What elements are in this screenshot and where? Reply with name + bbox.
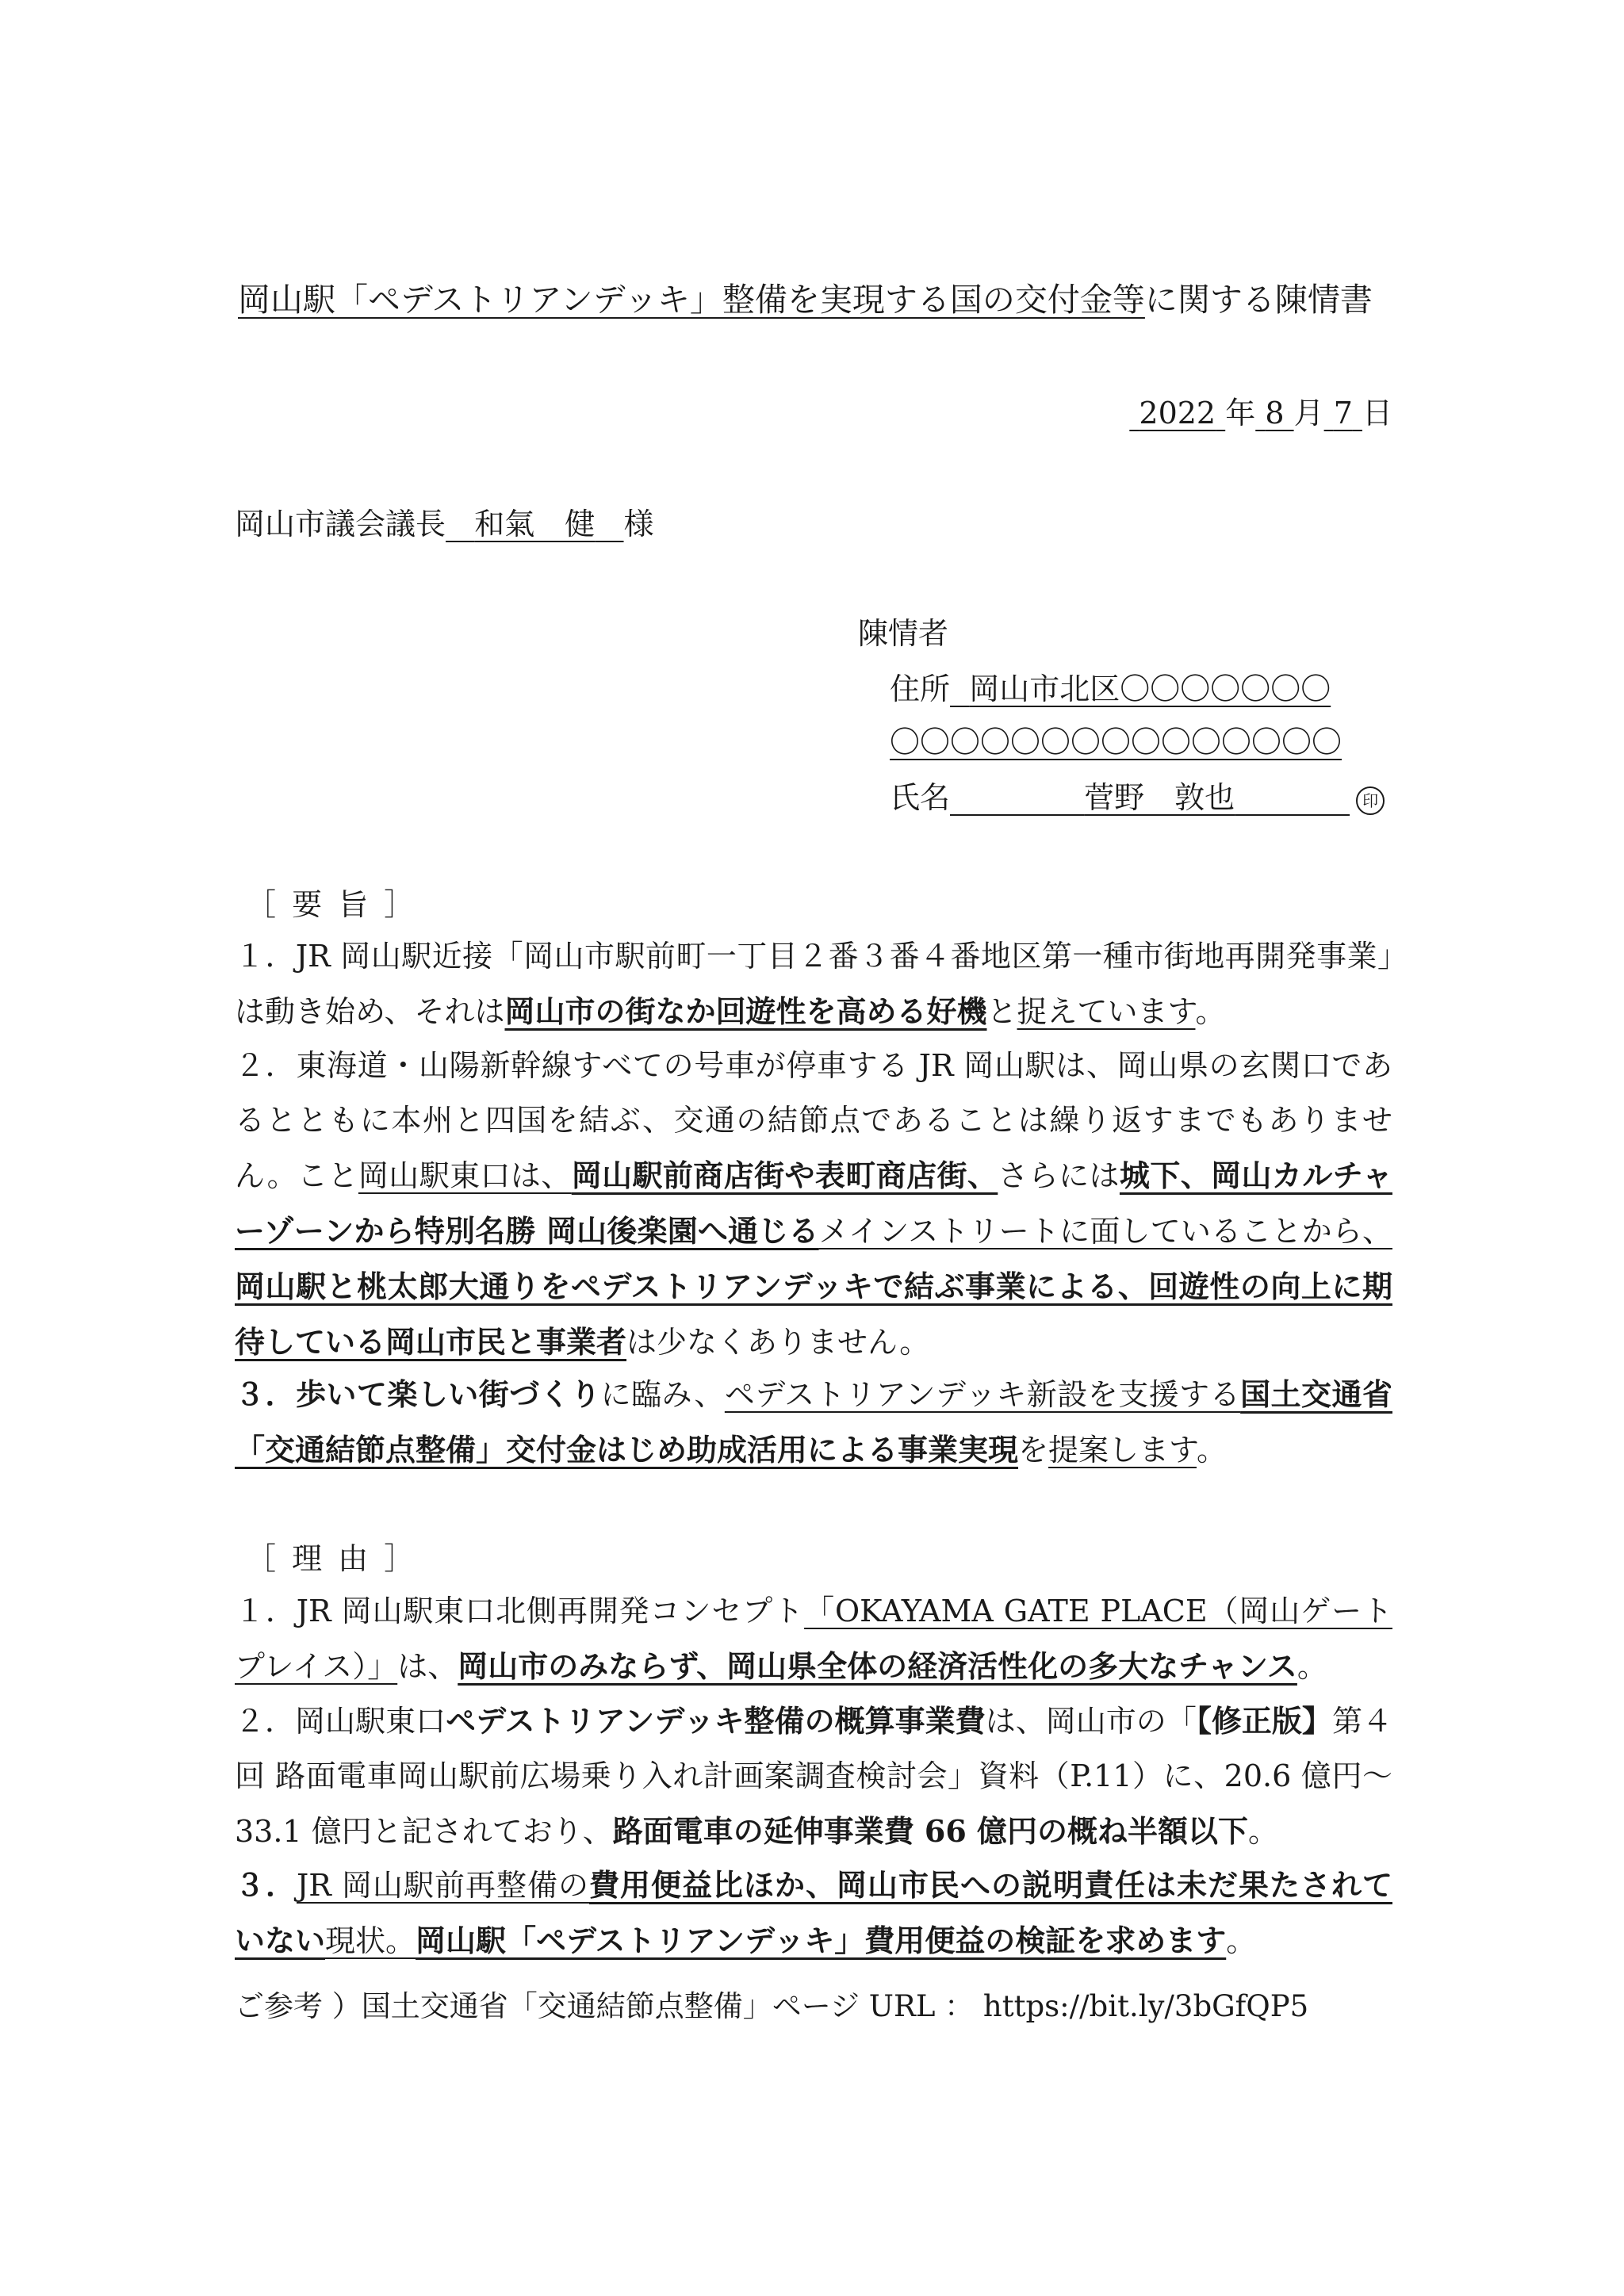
address-label: 住所 bbox=[890, 672, 951, 706]
seal-mark: 印 bbox=[1356, 786, 1385, 815]
petitioner-name-row bbox=[890, 773, 1385, 817]
date-year: 2022 bbox=[1139, 396, 1216, 430]
addressee-prefix: 岡山市議会議長 bbox=[235, 507, 446, 541]
reasons-paragraph-2: ２．岡山駅東口ペデストリアンデッキ整備の概算事業費は、岡山市の「【修正版】第４回 路面電車岡山駅前広場乗り入れ計画案調査検討会」資料（P.11）に、20.6 億円～33.1 億円と記されており、路面電車の延伸事業費 66 億円の概ね半額以下。 bbox=[235, 1703, 1392, 1849]
summary-paragraph-1: １．JR 岡山駅近接「岡山市駅前町一丁目２番３番４番地区第一種市街地再開発事業」は動き始め、それは岡山市の街なか回遊性を高める好機と捉えています。 bbox=[235, 939, 1392, 1029]
summary-heading: ［ 要 旨 ］ bbox=[246, 887, 418, 922]
petitioner-label: 陳情者 bbox=[858, 616, 949, 651]
reasons-paragraph-1: １．JR 岡山駅東口北側再開発コンセプト「OKAYAMA GATE PLACE（岡山ゲートプレイス）」は、岡山市のみならず、岡山県全体の経済活性化の多大なチャンス。 bbox=[235, 1594, 1392, 1684]
addressee-name: 和氣 健 bbox=[474, 507, 596, 541]
name-label: 氏名 bbox=[890, 780, 951, 815]
summary-paragraph-2: ２．東海道・山陽新幹線すべての号車が停車する JR 岡山駅は、岡山県の玄関口であるとともに本州と四国を結ぶ、交通の結節点であることは繰り返すまでもありません。こと岡山駅東口は、岡山駅前商店街や表町商店街、さらには城下、岡山カルチャーゾーンから特別名勝 岡山後楽園へ通じるメインストリートに面していることから、岡山駅と桃太郎大通りをペデストリアンデッキで結ぶ事業による、回遊性の向上に期待している岡山市民と事業者は少なくありません。 bbox=[235, 1048, 1392, 1360]
date-month: 8 bbox=[1265, 396, 1285, 430]
address-line1: 岡山市北区〇〇〇〇〇〇〇 bbox=[969, 672, 1331, 706]
document-date bbox=[1129, 388, 1392, 432]
petitioner-address-line2: 〇〇〇〇〇〇〇〇〇〇〇〇〇〇〇 bbox=[890, 725, 1342, 760]
date-day-unit: 日 bbox=[1362, 396, 1392, 430]
title-rest: に関する陳情書 bbox=[1144, 281, 1373, 319]
petitioner-address bbox=[890, 664, 1331, 708]
addressee bbox=[235, 499, 654, 543]
summary-paragraph-3: ３．歩いて楽しい街づくりに臨み、ペデストリアンデッキ新設を支援する国土交通省「交通結節点整備」交付金はじめ助成活用による事業実現を提案します。 bbox=[235, 1376, 1392, 1468]
date-month-unit: 月 bbox=[1293, 396, 1324, 430]
reasons-paragraph-3: ３．JR 岡山駅前再整備の費用便益比ほか、岡山市民への説明責任は未だ果たされていない現状。岡山駅「ペデストリアンデッキ」費用便益の検証を求めます。 bbox=[235, 1867, 1392, 1958]
title-underlined-part: 岡山駅「ペデストリアンデッキ」整備を実現する国の交付金等 bbox=[238, 281, 1145, 319]
document-title bbox=[238, 274, 1373, 320]
reasons-heading: ［ 理 由 ］ bbox=[246, 1541, 418, 1576]
date-year-unit: 年 bbox=[1225, 396, 1256, 430]
petitioner-name: 菅野 敦也 bbox=[1084, 780, 1235, 815]
date-day: 7 bbox=[1333, 396, 1353, 430]
reference-url-line: ご参考 ）国土交通省「交通結節点整備」ページ URL ： https://bit.ly/3bGfQP5 bbox=[235, 1989, 1309, 2023]
addressee-suffix: 様 bbox=[623, 507, 654, 541]
